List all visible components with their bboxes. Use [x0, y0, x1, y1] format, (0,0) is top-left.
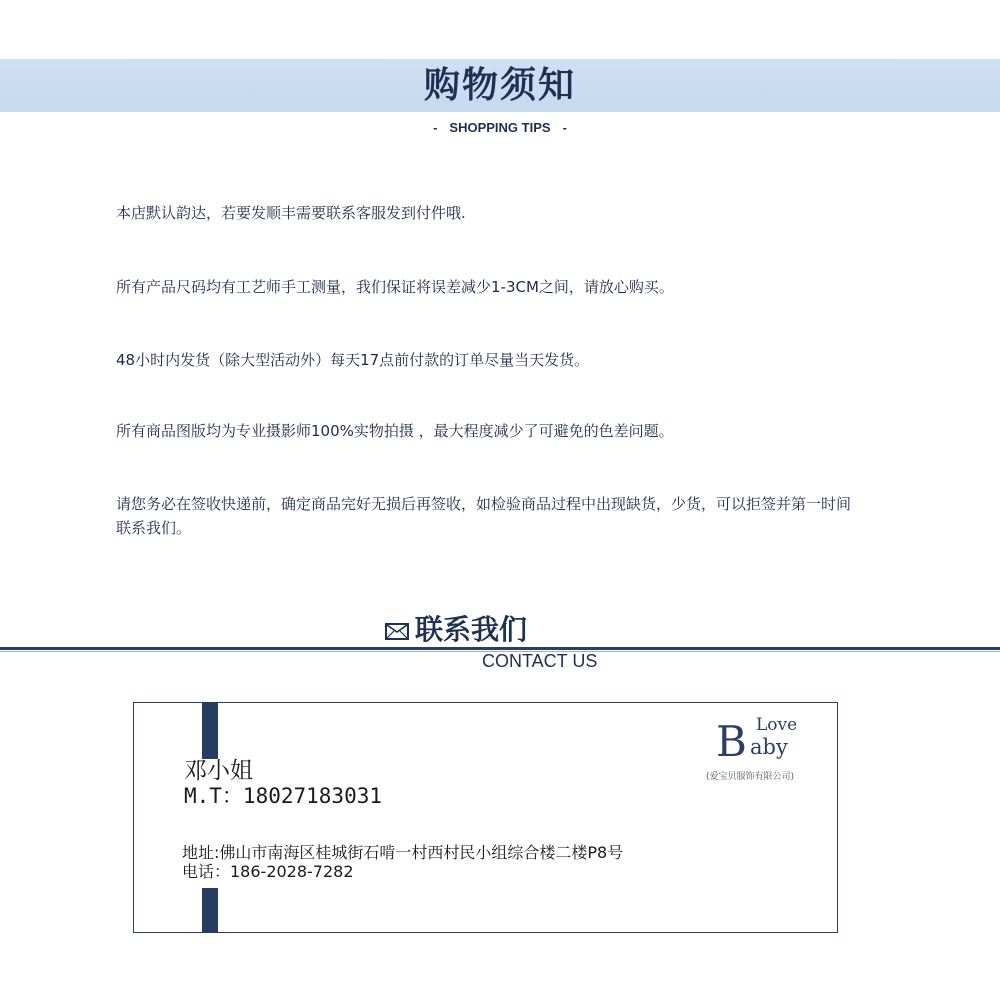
subtitle-dash-left: - — [433, 120, 438, 135]
card-accent-bar-top — [202, 702, 218, 759]
divider-line — [0, 647, 1000, 650]
tip-paragraph: 本店默认韵达，若要发顺丰需要联系客服发到付件哦. — [116, 204, 466, 222]
page-subtitle — [0, 120, 1000, 135]
subtitle-text: SHOPPING TIPS — [449, 120, 551, 135]
tip-paragraph: 请您务必在签收快递前，确定商品完好无损后再签收，如检验商品过程中出现缺货，少货，可以拒签并第一时间联系我们。 — [116, 495, 852, 537]
tip-paragraph: 所有产品尺码均有工艺师手工测量，我们保证将误差减少1-3CM之间，请放心购买。 — [116, 278, 674, 296]
contact-mobile: M.T：18027183031 — [184, 784, 383, 808]
logo-aby: aby — [750, 735, 788, 759]
tip-paragraph: 48小时内发货（除大型活动外）每天17点前付款的订单尽量当天发货。 — [116, 351, 590, 369]
contact-details — [182, 843, 623, 881]
logo-love: Love — [756, 715, 798, 735]
contact-name: 邓小姐 — [184, 758, 253, 784]
contact-phone: 电话：186-2028-7282 — [182, 862, 354, 881]
subtitle-dash-right: - — [562, 120, 567, 135]
logo-letter-b: B — [716, 717, 747, 766]
card-accent-bar-bottom — [202, 888, 218, 933]
page-title: 购物须知 — [423, 65, 576, 106]
mail-icon — [385, 623, 409, 640]
contact-heading — [385, 610, 527, 650]
logo-company-name: (爱宝贝服饰有限公司) — [706, 772, 795, 782]
tip-paragraph: 所有商品图版均为专业摄影师100%实物拍摄 ，最大程度减少了可避免的色差问题。 — [116, 422, 674, 440]
brand-logo — [706, 715, 816, 785]
contact-subtitle: CONTACT US — [482, 651, 598, 671]
contact-title: 联系我们 — [415, 613, 528, 646]
contact-address: 地址:佛山市南海区桂城街石啃一村西村民小组综合楼二楼P8号 — [182, 843, 624, 862]
